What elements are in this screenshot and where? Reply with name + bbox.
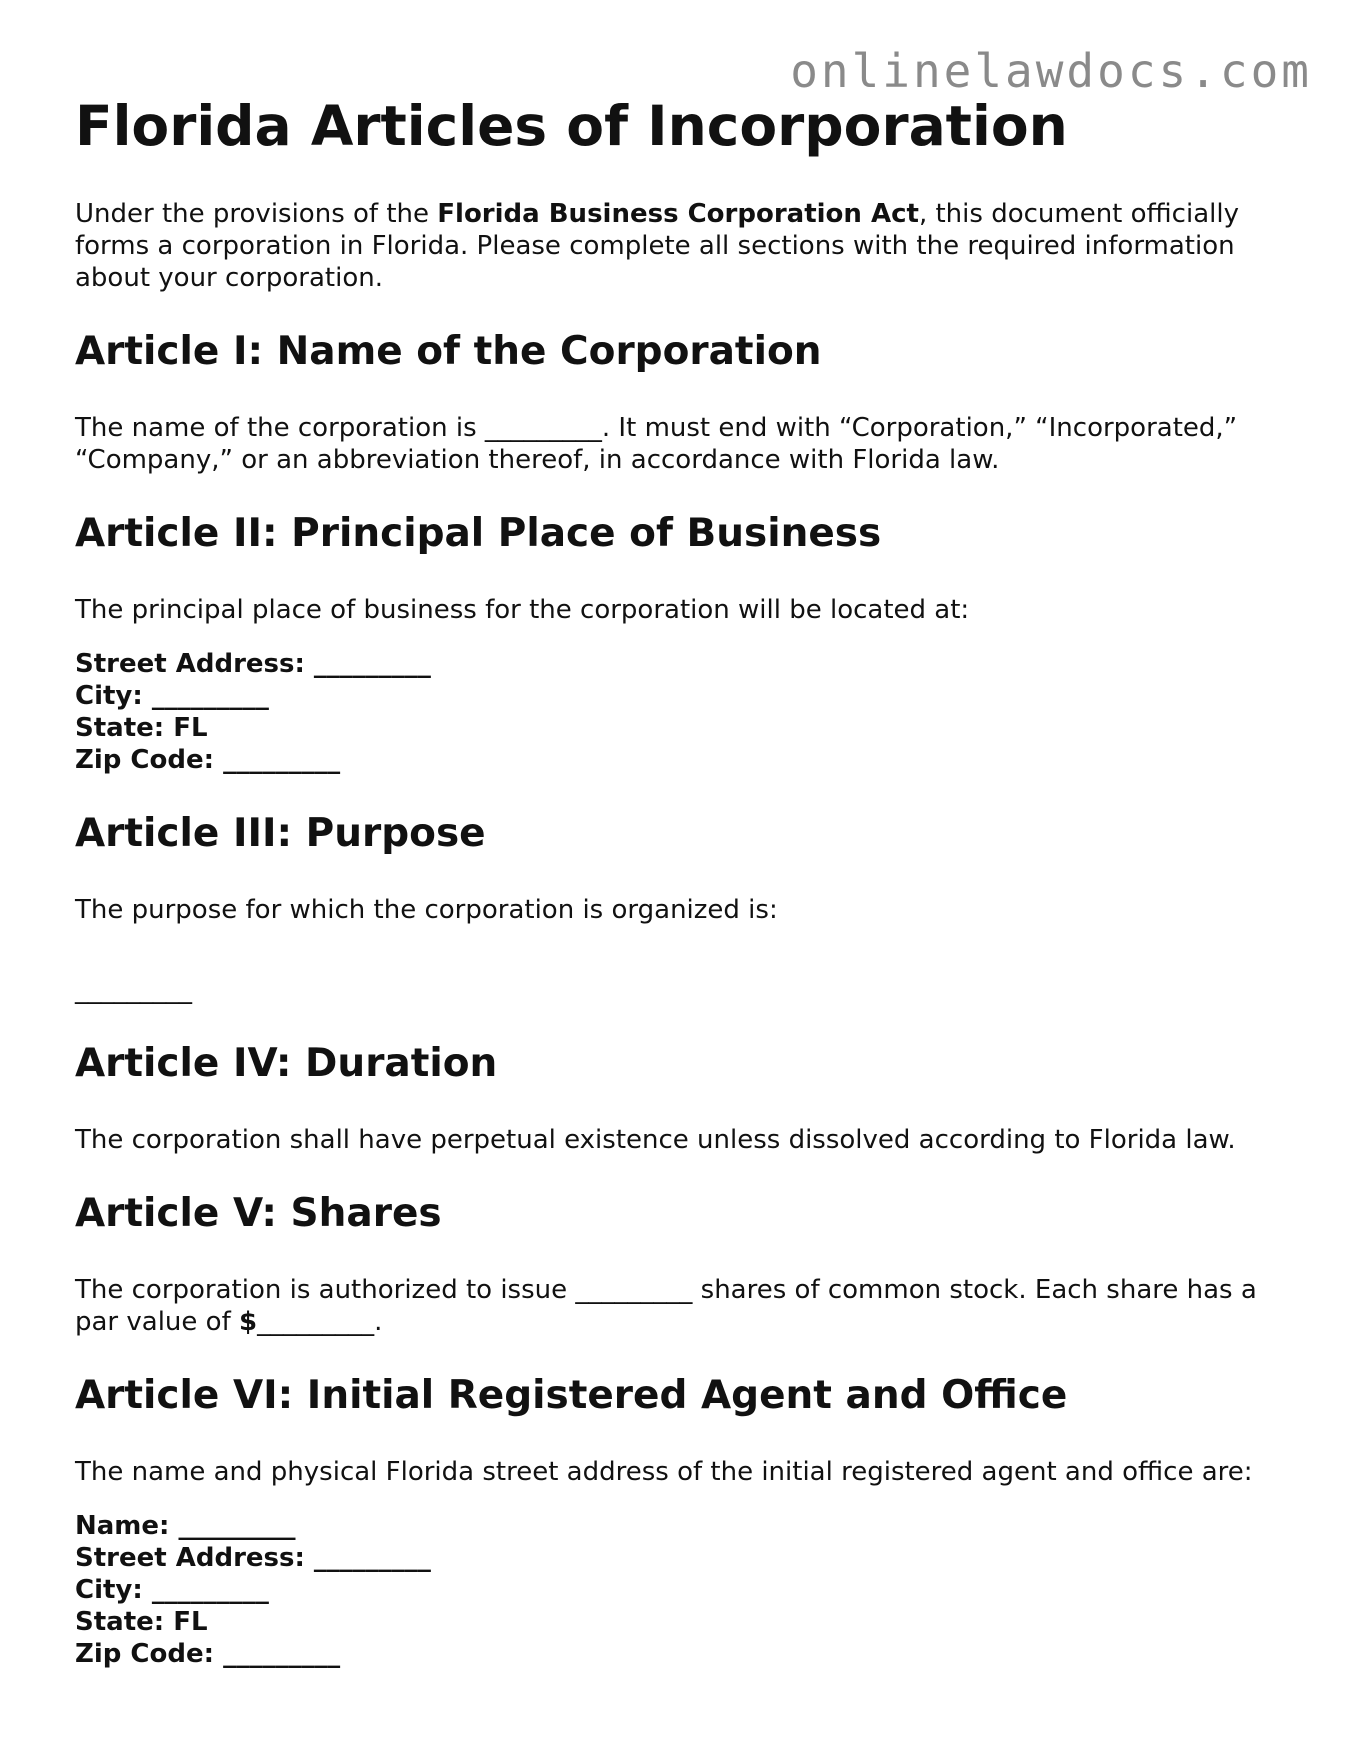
article-2-text: The principal place of business for the corporation will be located at: [75, 595, 970, 625]
article-5-dollar-sign: $ [239, 1307, 258, 1337]
watermark: onlinelawdocs.com [790, 44, 1312, 98]
article-1-text: The name of the corporation is _________. It must end with “Corporation,” “Incorporated,” “Company,” or an abbreviation thereof, in accordance with Florida law. [75, 413, 1238, 475]
document-title: Florida Articles of Incorporation [75, 94, 1068, 158]
article-2-street-field: Street Address: _________ [75, 649, 431, 679]
article-1-heading: Article I: Name of the Corporation [75, 329, 822, 374]
article-4-text: The corporation shall have perpetual existence unless dissolved according to Florida law. [75, 1125, 1236, 1155]
article-6-text: The name and physical Florida street address of the initial registered agent and office are: [75, 1457, 1253, 1487]
article-6-heading: Article VI: Initial Registered Agent and Office [75, 1373, 1068, 1418]
article-2-heading: Article II: Principal Place of Business [75, 511, 882, 556]
article-2-fields [75, 648, 1295, 776]
intro-act-name: Florida Business Corporation Act [437, 199, 919, 229]
article-3-purpose-blank: _________ [75, 975, 192, 1005]
article-6-state-field: State: FL [75, 1607, 208, 1637]
article-6-zip-field: Zip Code: _________ [75, 1639, 341, 1669]
article-6-name-field: Name: _________ [75, 1511, 296, 1541]
article-6-city-field: City: _________ [75, 1575, 269, 1605]
article-5-heading: Article V: Shares [75, 1191, 442, 1236]
article-6-fields [75, 1510, 1295, 1670]
article-6-street-field: Street Address: _________ [75, 1543, 431, 1573]
document-page [75, 92, 1295, 1670]
article-3-text: The purpose for which the corporation is organized is: [75, 895, 778, 925]
article-5-text-before: The corporation is authorized to issue _________ shares of common stock. Each share has a par value of [75, 1275, 1257, 1337]
article-2-zip-field: Zip Code: _________ [75, 745, 341, 775]
intro-text-after: , this document officially forms a corporation in Florida. Please complete all sections with the required information about your corporation. [75, 199, 1239, 293]
article-2-state-field: State: FL [75, 713, 208, 743]
intro-paragraph [75, 198, 1295, 294]
article-3-heading: Article III: Purpose [75, 811, 486, 856]
article-4-heading: Article IV: Duration [75, 1041, 498, 1086]
article-2-city-field: City: _________ [75, 681, 269, 711]
article-5-text [75, 1274, 1295, 1338]
intro-text-before: Under the provisions of the [75, 199, 438, 229]
article-5-text-after: _________. [257, 1307, 383, 1337]
